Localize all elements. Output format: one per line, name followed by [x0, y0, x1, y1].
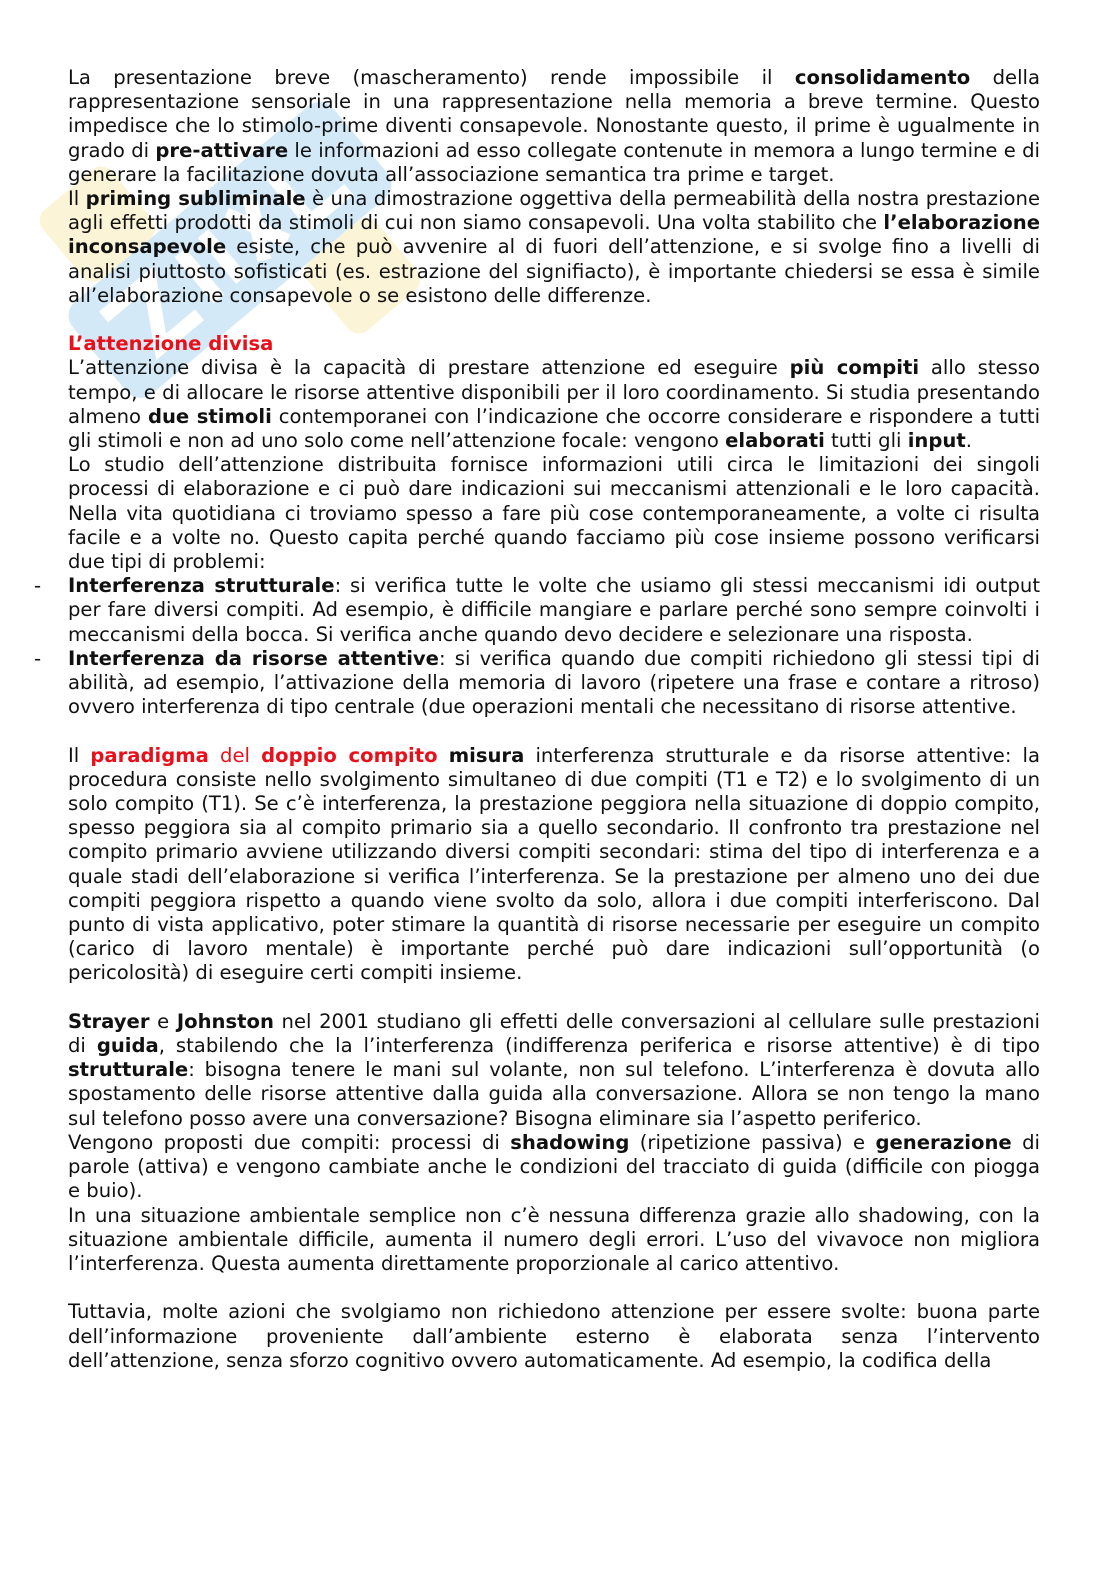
paragraph-attenzione-divisa: L’attenzione divisa è la capacità di prestare attenzione ed eseguire più compiti allo stesso tempo, e di allocare le risorse attentive disponibili per il loro coordinamento. Si studia presentando almeno due stimoli contemporanei con l’indicazione che occorre considerare e rispondere a tutti gli stimoli e non ad uno solo come nell’attenzione focale: vengono elaborati tutti gli input. [68, 356, 1041, 453]
paragraph-doppio-compito: Il paradigma del doppio compito misura interferenza strutturale e da risorse attentive: la procedura consiste nello svolgimento simultaneo di due compiti (T1 e T2) e lo svolgimento di un solo compito (T1). Se c’è interferenza, la prestazione peggiora nella situazione di doppio compito, spesso peggiora sia al compito primario sia a quello secondario. Il confronto tra prestazione nel compito primario avviene utilizzando diversi compiti secondari: stima del tipo di interferenza e a quale stadi dell’elaborazione si verifica l’interferenza. Se la prestazione per almeno uno dei due compiti peggiora rispetto a quando viene svolto da solo, allora i due compiti interferiscono. Dal punto di vista applicativo, poter stimare la quantità di risorse necessarie per eseguire un compito (carico di lavoro mentale) è importante perché può dare indicazioni sull’opportunità (o pericolosità) di eseguire certi compiti insieme. [68, 743, 1041, 985]
document-page [34, 66, 1041, 1373]
paragraph-situazione-ambientale: In una situazione ambientale semplice non c’è nessuna differenza grazie allo shadowing, con la situazione ambientale difficile, aumenta il numero degli errori. L’uso del vivavoce non migliora l’interferenza. Questa aumenta direttamente proporzionale al carico attentivo. [68, 1203, 1040, 1275]
dash-bullet: - [34, 574, 42, 598]
paragraph-priming-subliminale: Il priming subliminale è una dimostrazione oggettiva della permeabilità della nostra prestazione agli effetti prodotti da stimoli di cui non siamo consapevoli. Una volta stabilito che l’elaborazione inconsapevole esiste, che può avvenire al di fuori dell’attenzione, e si svolge fino a livelli di analisi piuttosto sofisticati (es. estrazione del signifiacto), è importante chiedersi se essa è simile all’elaborazione consapevole o se esistono delle differenze. [68, 187, 1040, 307]
section-heading: L’attenzione divisa [68, 332, 274, 356]
interference-list [34, 574, 1041, 719]
list-item: - Interferenza strutturale: si verifica tutte le volte che usiamo gli stessi meccanismi idi output per fare diversi compiti. Ad esempio, è difficile mangiare e parlare perché sono sempre coinvolti i meccanismi della bocca. Si verifica anche quando devo decidere e selezionare una risposta. [34, 574, 1041, 646]
paragraph-shadowing: Vengono proposti due compiti: processi di shadowing (ripetizione passiva) e generazione di parole (attiva) e vengono cambiate anche le condizioni del tracciato di guida (difficile con piogga e buio). [68, 1130, 1040, 1203]
paragraph-mascheramento: La presentazione breve (mascheramento) rende impossibile il consolidamento della rappresentazione sensoriale in una rappresentazione nella memoria a breve termine. Questo impedisce che lo stimolo-prime diventi consapevole. Nonostante questo, il prime è ugualmente in grado di pre-attivare le informazioni ad esso collegate contenute in memora a lungo termine e di generare la facilitazione dovuta all’associazione semantica tra prime e target. [68, 66, 1040, 186]
paragraph-automaticita: Tuttavia, molte azioni che svolgiamo non richiedono attenzione per essere svolte: buona parte dell’informazione proveniente dall’ambiente esterno è elaborata senza l’intervento dell’attenzione, senza sforzo cognitivo ovvero automaticamente. Ad esempio, la codifica della [68, 1300, 1040, 1372]
dash-bullet: - [34, 646, 42, 670]
list-item: - Interferenza da risorse attentive: si verifica quando due compiti richiedono gli stessi tipi di abilità, ad esempio, l’attivazione della memoria di lavoro (ripetere una frase e contare a ritroso) ovvero interferenza di tipo centrale (due operazioni mentali che necessitano di risorse attentive. [34, 646, 1040, 719]
paragraph-strayer-johnston: Strayer e Johnston nel 2001 studiano gli effetti delle conversazioni al cellulare sulle prestazioni di guida, stabilendo che la l’interferenza (indifferenza periferica e risorse attentive) è di tipo strutturale: bisogna tenere le mani sul volante, non sul telefono. L’interferenza è dovuta allo spostamento delle risorse attentive dalla guida alla conversazione. Allora se non tengo la mano sul telefono posso avere una conversazione? Bisogna eliminare sia l’aspetto periferico. [68, 1009, 1040, 1130]
paragraph-attenzione-distribuita: Lo studio dell’attenzione distribuita fornisce informazioni utili circa le limitazioni dei singoli processi di elaborazione e ci può dare indicazioni sui meccanismi attenzionali e le loro capacità. Nella vita quotidiana ci troviamo spesso a fare più cose contemporaneamente, a volte ci risulta facile e a volte no. Questo capita perché quando facciamo più cose insieme possono verificarsi due tipi di problemi: [68, 453, 1040, 574]
